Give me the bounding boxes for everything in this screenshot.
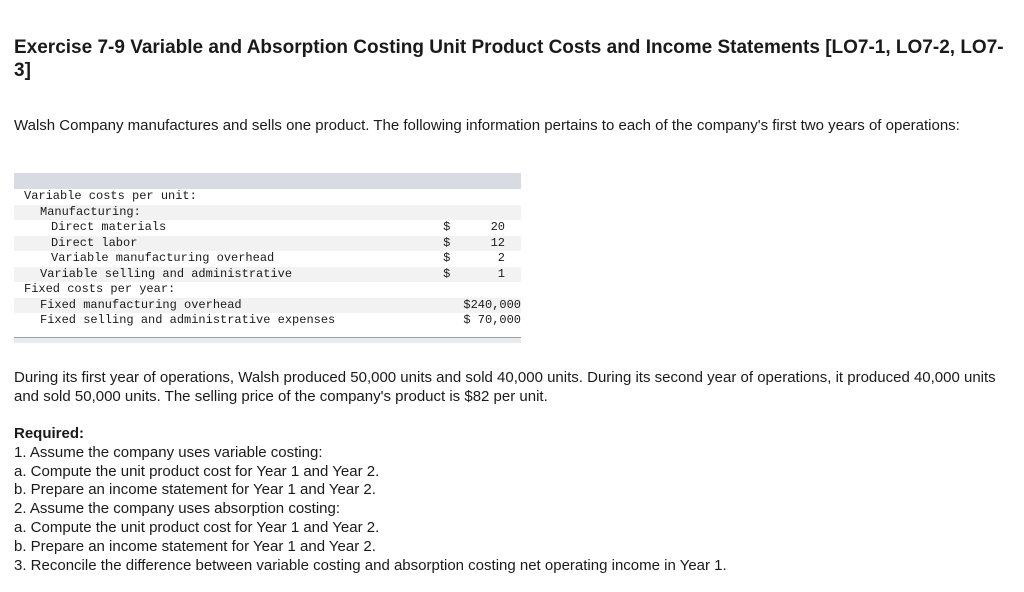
- cost-data-table: [14, 173, 521, 343]
- row-label: Variable costs per unit:: [24, 189, 197, 203]
- table-row: [14, 251, 521, 267]
- table-row: [14, 313, 521, 329]
- row-amount: 2: [497, 251, 505, 265]
- row-dollar-sign: $: [443, 251, 451, 265]
- cost-table: [14, 189, 521, 329]
- row-amount: [463, 205, 521, 221]
- row-dollar-sign: [443, 205, 463, 221]
- row-dollar-sign: $: [443, 267, 463, 283]
- row-amount: $240,000: [463, 297, 521, 312]
- table-footer-bar: [14, 337, 521, 343]
- row-amount: $ 70,000: [463, 313, 521, 327]
- row-label: Fixed costs per year:: [24, 282, 176, 296]
- intro-text: Walsh Company manufactures and sells one product. The following information pertains to each of the company's first two years of operations:: [14, 117, 960, 134]
- required-heading: Required:: [14, 425, 85, 442]
- row-dollar-sign: [443, 282, 463, 298]
- required-item: a. Compute the unit product cost for Year 1 and Year 2.: [14, 462, 380, 480]
- row-label: Variable manufacturing overhead: [51, 251, 275, 265]
- exercise-title: Exercise 7-9 Variable and Absorption Costing Unit Product Costs and Income Statements [LO7-1, LO7-2, LO7-3]: [14, 37, 1004, 81]
- row-amount: 20: [490, 220, 505, 234]
- row-label: Manufacturing:: [14, 205, 443, 221]
- row-dollar-sign: [443, 189, 463, 205]
- row-label: Direct materials: [51, 220, 167, 234]
- row-dollar-sign: $: [443, 236, 463, 252]
- table-row: [14, 205, 521, 221]
- required-item: a. Compute the unit product cost for Year 1 and Year 2.: [14, 518, 380, 536]
- row-amount: [463, 282, 521, 298]
- row-amount: 1: [463, 267, 521, 283]
- row-dollar-sign: $: [443, 220, 451, 234]
- row-label: Fixed manufacturing overhead: [14, 298, 443, 314]
- row-amount: 12: [463, 236, 521, 252]
- row-dollar-sign: [443, 313, 463, 329]
- table-header-bar: [14, 173, 521, 189]
- row-dollar-sign: [443, 298, 463, 314]
- row-label: Variable selling and administrative: [14, 267, 443, 283]
- table-row: [14, 267, 521, 283]
- required-item: 2. Assume the company uses absorption costing:: [14, 500, 341, 518]
- table-row: [14, 282, 521, 298]
- required-section: [14, 425, 1004, 575]
- required-item: b. Prepare an income statement for Year 1 and Year 2.: [14, 537, 376, 555]
- row-amount: [463, 189, 521, 205]
- table-row: [14, 220, 521, 236]
- row-label: Direct labor: [14, 236, 443, 252]
- table-row: [14, 189, 521, 205]
- table-row: [14, 298, 521, 314]
- required-item: b. Prepare an income statement for Year 1 and Year 2.: [14, 481, 376, 499]
- required-item: 1. Assume the company uses variable costing:: [14, 443, 323, 461]
- operations-paragraph: During its first year of operations, Walsh produced 50,000 units and sold 40,000 units. During its second year of operations, it produced 40,000 units and sold 50,000 units. The selling price of the company's product is $82 per unit.: [14, 369, 996, 405]
- row-label: Fixed selling and administrative expenses: [40, 313, 336, 327]
- table-row: [14, 236, 521, 252]
- required-item: 3. Reconcile the difference between variable costing and absorption costing net operating income in Year 1.: [14, 556, 727, 574]
